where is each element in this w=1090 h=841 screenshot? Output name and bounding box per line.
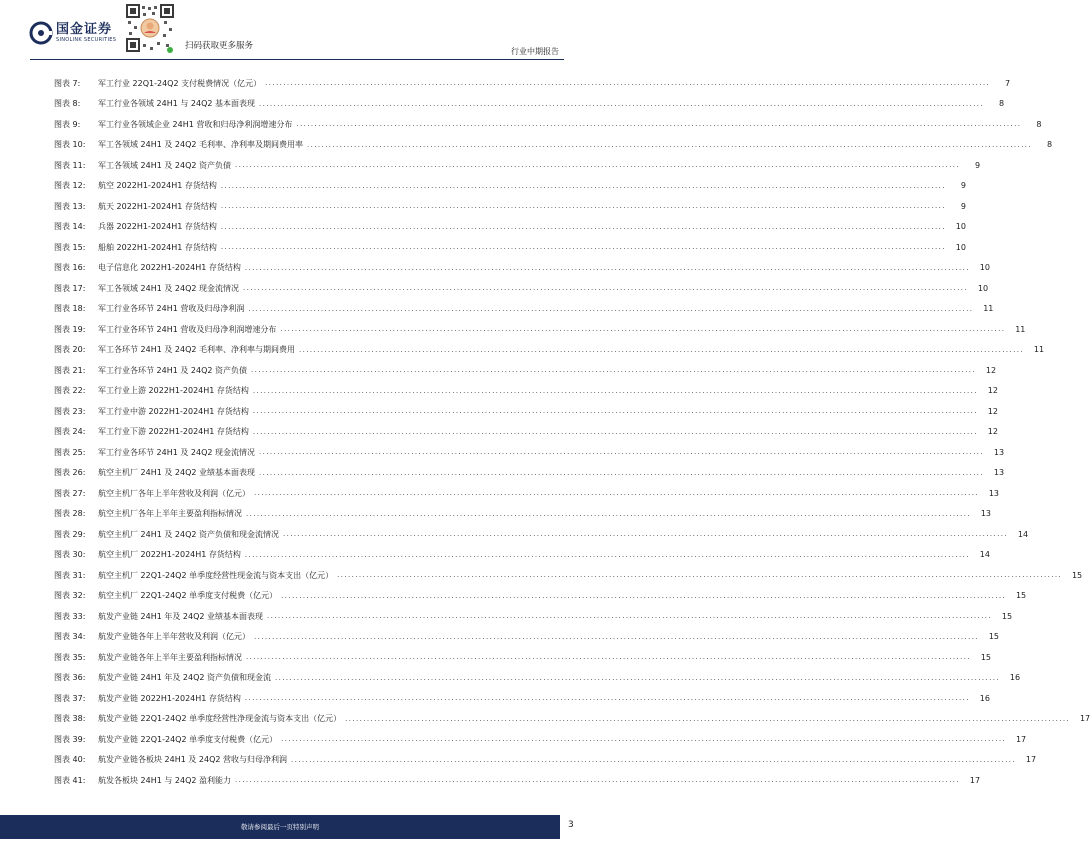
toc-entry[interactable] — [54, 237, 966, 258]
toc-figure-title: 航空主机厂 24H1 及 24Q2 资产负债和现金流情况 — [98, 529, 280, 539]
toc-entry[interactable] — [54, 422, 998, 443]
toc-dot-leader: ........................................................................................................................................................................................................ — [275, 673, 1001, 682]
toc-figure-number: 图表 25: — [54, 447, 86, 457]
toc-entry[interactable] — [54, 360, 997, 381]
toc-figure-title: 军工各领域 24H1 及 24Q2 资产负债 — [98, 160, 232, 170]
toc-figure-number: 图表 14: — [54, 222, 86, 232]
toc-page-number: 13 — [980, 509, 992, 519]
toc-figure-number: 图表 16: — [54, 263, 86, 273]
toc-entry[interactable] — [54, 750, 1037, 771]
toc-figure-number: 图表 29: — [54, 529, 86, 539]
toc-dot-leader: ........................................................................................................................................................................................................ — [252, 427, 978, 436]
toc-figure-title: 军工行业各环节 24H1 及 24Q2 资产负债 — [98, 365, 248, 375]
toc-figure-number: 图表 41: — [54, 775, 86, 785]
toc-entry[interactable] — [54, 94, 1005, 115]
toc-figure-title: 航发产业链各板块 24H1 及 24Q2 营收与归母净利润 — [98, 755, 288, 765]
toc-dot-leader: ........................................................................................................................................................................................................ — [337, 571, 1063, 580]
toc-page-number: 11 — [1033, 345, 1045, 355]
toc-figure-number: 图表 34: — [54, 632, 86, 642]
toc-figure-title: 航天 2022H1-2024H1 存货结构 — [98, 201, 217, 211]
toc-figure-number: 图表 13: — [54, 201, 86, 211]
toc-figure-title: 军工行业各环节 24H1 及 24Q2 现金流情况 — [98, 447, 256, 457]
toc-page-number: 13 — [993, 447, 1005, 457]
toc-entry[interactable] — [54, 73, 1011, 94]
qr-code-icon — [126, 4, 174, 52]
toc-dot-leader: ........................................................................................................................................................................................................ — [259, 468, 985, 477]
toc-figure-title: 航发产业链 24H1 年及 24Q2 资产负债和现金流 — [98, 673, 272, 683]
toc-figure-number: 图表 33: — [54, 611, 86, 621]
toc-dot-leader: ........................................................................................................................................................................................................ — [254, 632, 980, 641]
toc-figure-title: 电子信息化 2022H1-2024H1 存货结构 — [98, 263, 241, 273]
toc-figure-number: 图表 8: — [54, 99, 81, 109]
toc-figure-title: 军工行业各领域企业 24H1 营收和归母净利润增速分布 — [98, 119, 293, 129]
toc-page-number: 10 — [977, 283, 989, 293]
toc-figure-number: 图表 32: — [54, 591, 86, 601]
toc-dot-leader: ........................................................................................................................................................................................................ — [220, 181, 946, 190]
toc-figure-number: 图表 7: — [54, 78, 81, 88]
toc-figure-number: 图表 12: — [54, 181, 86, 191]
toc-page-number: 16 — [979, 693, 990, 703]
logo-mark-icon — [30, 22, 52, 44]
toc-figure-title: 军工行业各环节 24H1 营收及归母净利润 — [98, 304, 245, 314]
toc-dot-leader: ........................................................................................................................................................................................................ — [259, 99, 985, 108]
toc-dot-leader: ........................................................................................................................................................................................................ — [291, 755, 1017, 764]
toc-page-number: 17 — [1015, 734, 1027, 744]
toc-figure-number: 图表 35: — [54, 652, 86, 662]
qr-caption: 扫码获取更多服务 — [185, 41, 254, 51]
toc-entry[interactable] — [54, 688, 990, 709]
toc-figure-number: 图表 38: — [54, 714, 86, 724]
toc-figure-number: 图表 11: — [54, 160, 86, 170]
toc-entry[interactable] — [54, 258, 990, 279]
toc-figure-title: 军工行业中游 2022H1-2024H1 存货结构 — [98, 406, 249, 416]
toc-figure-title: 军工各环节 24H1 及 24Q2 毛利率、净利率与期间费用 — [98, 345, 296, 355]
toc-entry[interactable] — [54, 627, 1000, 648]
toc-figure-title: 军工行业各环节 24H1 营收及归母净利润增速分布 — [98, 324, 277, 334]
toc-dot-leader: ........................................................................................................................................................................................................ — [254, 489, 980, 498]
toc-figure-title: 航空主机厂 24H1 及 24Q2 业绩基本面表现 — [98, 468, 256, 478]
toc-dot-leader: ........................................................................................................................................................................................................ — [244, 550, 970, 559]
company-logo — [30, 22, 116, 44]
toc-dot-leader: ........................................................................................................................................................................................................ — [235, 161, 961, 170]
toc-dot-leader: ........................................................................................................................................................................................................ — [248, 304, 974, 313]
toc-dot-leader: ........................................................................................................................................................................................................ — [246, 509, 972, 518]
toc-entry[interactable] — [54, 340, 1045, 361]
toc-entry[interactable] — [54, 196, 966, 217]
toc-figure-number: 图表 26: — [54, 468, 86, 478]
toc-page-number: 15 — [980, 652, 992, 662]
toc-figure-number: 图表 22: — [54, 386, 86, 396]
toc-figure-title: 军工行业 22Q1-24Q2 支付税费情况（亿元） — [98, 78, 262, 88]
toc-page-number: 17 — [969, 775, 981, 785]
toc-page-number: 10 — [979, 263, 990, 273]
toc-figure-title: 航空主机厂 2022H1-2024H1 存货结构 — [98, 550, 241, 560]
toc-figure-title: 船舶 2022H1-2024H1 存货结构 — [98, 242, 217, 252]
toc-page-number: 8 — [1046, 140, 1053, 150]
toc-figure-title: 航空主机厂 22Q1-24Q2 单季度经营性现金流与资本支出（亿元） — [98, 570, 334, 580]
toc-page-number: 11 — [1015, 324, 1026, 334]
toc-figure-title: 军工各领域 24H1 及 24Q2 现金流情况 — [98, 283, 240, 293]
toc-figure-title: 军工行业各领域 24H1 与 24Q2 基本面表现 — [98, 99, 256, 109]
toc-page-number: 8 — [998, 99, 1005, 109]
footer-disclaimer: 敬请参阅最后一页特别声明 — [241, 823, 319, 831]
toc-entry[interactable] — [54, 217, 966, 238]
toc-figure-number: 图表 15: — [54, 242, 86, 252]
toc-figure-number: 图表 23: — [54, 406, 86, 416]
report-type-label: 行业中期报告 — [511, 47, 559, 56]
toc-dot-leader: ........................................................................................................................................................................................................ — [259, 448, 985, 457]
toc-entry[interactable] — [54, 524, 1029, 545]
toc-page-number: 11 — [983, 304, 994, 314]
toc-dot-leader: ........................................................................................................................................................................................................ — [243, 284, 969, 293]
toc-figure-title: 航发产业链 24H1 年及 24Q2 业绩基本面表现 — [98, 611, 264, 621]
toc-figure-title: 航发产业链 2022H1-2024H1 存货结构 — [98, 693, 241, 703]
toc-dot-leader: ........................................................................................................................................................................................................ — [244, 263, 970, 272]
toc-entry[interactable] — [54, 586, 1027, 607]
toc-figure-number: 图表 9: — [54, 119, 81, 129]
toc-figure-title: 航空 2022H1-2024H1 存货结构 — [98, 181, 217, 191]
toc-page-number: 14 — [979, 550, 990, 560]
toc-figure-number: 图表 30: — [54, 550, 86, 560]
toc-page-number: 10 — [955, 222, 966, 232]
toc-entry[interactable] — [54, 114, 1042, 135]
toc-page-number: 15 — [1001, 611, 1013, 621]
logo-english-name: SINOLINK SECURITIES — [56, 37, 117, 43]
toc-page-number: 13 — [993, 468, 1005, 478]
toc-page-number: 15 — [988, 632, 1000, 642]
toc-figure-number: 图表 37: — [54, 693, 86, 703]
toc-figure-number: 图表 21: — [54, 365, 86, 375]
toc-page-number: 8 — [1036, 119, 1042, 129]
toc-page-number: 9 — [960, 181, 966, 191]
toc-figure-number: 图表 17: — [54, 283, 86, 293]
toc-figure-title: 航空主机厂各年上半年营收及利润（亿元） — [98, 488, 250, 498]
toc-figure-title: 军工行业上游 2022H1-2024H1 存货结构 — [98, 386, 249, 396]
toc-entry[interactable] — [54, 647, 992, 668]
toc-figure-title: 军工各领域 24H1 及 24Q2 毛利率、净利率及期间费用率 — [98, 140, 304, 150]
toc-dot-leader: ........................................................................................................................................................................................................ — [220, 222, 946, 231]
toc-figure-title: 航发产业链 22Q1-24Q2 单季度经营性净现金流与资本支出（亿元） — [98, 714, 342, 724]
toc-dot-leader: ........................................................................................................................................................................................................ — [299, 345, 1025, 354]
toc-figure-number: 图表 28: — [54, 509, 86, 519]
toc-entry[interactable] — [54, 278, 989, 299]
toc-figure-title: 航发产业链各年上半年营收及利润（亿元） — [98, 632, 250, 642]
toc-dot-leader: ........................................................................................................................................................................................................ — [244, 694, 970, 703]
toc-page-number: 9 — [960, 201, 966, 211]
page-number: 3 — [568, 820, 574, 830]
toc-page-number: 12 — [987, 406, 998, 416]
toc-figure-number: 图表 10: — [54, 140, 86, 150]
toc-dot-leader: ........................................................................................................................................................................................................ — [246, 653, 972, 662]
toc-dot-leader: ........................................................................................................................................................................................................ — [251, 366, 977, 375]
toc-dot-leader: ........................................................................................................................................................................................................ — [252, 407, 978, 416]
toc-page-number: 16 — [1009, 673, 1021, 683]
toc-figure-title: 军工行业下游 2022H1-2024H1 存货结构 — [98, 427, 249, 437]
toc-page-number: 14 — [1017, 529, 1029, 539]
toc-figure-title: 兵器 2022H1-2024H1 存货结构 — [98, 222, 217, 232]
toc-dot-leader: ........................................................................................................................................................................................................ — [280, 325, 1006, 334]
toc-entry[interactable] — [54, 729, 1027, 750]
toc-page-number: 10 — [955, 242, 966, 252]
toc-figure-title: 航空主机厂各年上半年主要盈利指标情况 — [98, 509, 242, 519]
toc-figure-title: 航空主机厂 22Q1-24Q2 单季度支付税费（亿元） — [98, 591, 278, 601]
toc-page-number: 12 — [987, 427, 998, 437]
toc-page-number: 7 — [1005, 78, 1011, 88]
toc-entry[interactable] — [54, 709, 1090, 730]
figure-list — [54, 73, 1090, 791]
toc-entry[interactable] — [54, 606, 1013, 627]
toc-entry[interactable] — [54, 299, 994, 320]
toc-entry[interactable] — [54, 545, 990, 566]
toc-entry[interactable] — [54, 483, 1000, 504]
toc-figure-number: 图表 19: — [54, 324, 86, 334]
header-divider — [30, 59, 564, 60]
toc-page-number: 15 — [1015, 591, 1027, 601]
toc-entry[interactable] — [54, 770, 981, 791]
toc-dot-leader: ........................................................................................................................................................................................................ — [283, 530, 1009, 539]
toc-dot-leader: ........................................................................................................................................................................................................ — [265, 79, 991, 88]
toc-figure-number: 图表 18: — [54, 304, 86, 314]
toc-page-number: 12 — [985, 365, 997, 375]
toc-figure-number: 图表 27: — [54, 488, 86, 498]
toc-entry[interactable] — [54, 401, 998, 422]
toc-page-number: 17 — [1079, 714, 1090, 724]
toc-dot-leader: ........................................................................................................................................................................................................ — [220, 202, 946, 211]
toc-page-number: 12 — [987, 386, 998, 396]
toc-entry[interactable] — [54, 668, 1021, 689]
toc-dot-leader: ........................................................................................................................................................................................................ — [220, 243, 946, 252]
toc-page-number: 17 — [1025, 755, 1037, 765]
page-header — [0, 0, 595, 62]
toc-figure-number: 图表 20: — [54, 345, 86, 355]
toc-entry[interactable] — [54, 155, 981, 176]
toc-figure-number: 图表 24: — [54, 427, 86, 437]
toc-dot-leader: ........................................................................................................................................................................................................ — [252, 386, 978, 395]
toc-entry[interactable] — [54, 381, 998, 402]
toc-entry[interactable] — [54, 463, 1005, 484]
toc-entry[interactable] — [54, 319, 1026, 340]
toc-dot-leader: ........................................................................................................................................................................................................ — [345, 714, 1071, 723]
toc-dot-leader: ........................................................................................................................................................................................................ — [235, 776, 961, 785]
toc-figure-title: 航发产业链各年上半年主要盈利指标情况 — [98, 652, 242, 662]
toc-page-number: 13 — [988, 488, 1000, 498]
toc-entry[interactable] — [54, 504, 992, 525]
toc-figure-number: 图表 39: — [54, 734, 86, 744]
toc-figure-number: 图表 36: — [54, 673, 86, 683]
toc-figure-title: 航发各板块 24H1 与 24Q2 盈利能力 — [98, 775, 232, 785]
toc-figure-number: 图表 31: — [54, 570, 86, 580]
toc-entry[interactable] — [54, 565, 1083, 586]
toc-dot-leader: ........................................................................................................................................................................................................ — [281, 735, 1007, 744]
toc-entry[interactable] — [54, 176, 966, 197]
toc-page-number: 15 — [1071, 570, 1083, 580]
toc-dot-leader: ........................................................................................................................................................................................................ — [296, 120, 1022, 129]
toc-page-number: 9 — [974, 160, 981, 170]
toc-dot-leader: ........................................................................................................................................................................................................ — [267, 612, 993, 621]
toc-entry[interactable] — [54, 135, 1053, 156]
toc-dot-leader: ........................................................................................................................................................................................................ — [307, 140, 1033, 149]
toc-figure-title: 航发产业链 22Q1-24Q2 单季度支付税费（亿元） — [98, 734, 278, 744]
logo-chinese-name: 国金证券 — [56, 22, 113, 37]
toc-entry[interactable] — [54, 442, 1005, 463]
toc-figure-number: 图表 40: — [54, 755, 86, 765]
page-footer — [0, 815, 595, 841]
toc-dot-leader: ........................................................................................................................................................................................................ — [281, 591, 1007, 600]
